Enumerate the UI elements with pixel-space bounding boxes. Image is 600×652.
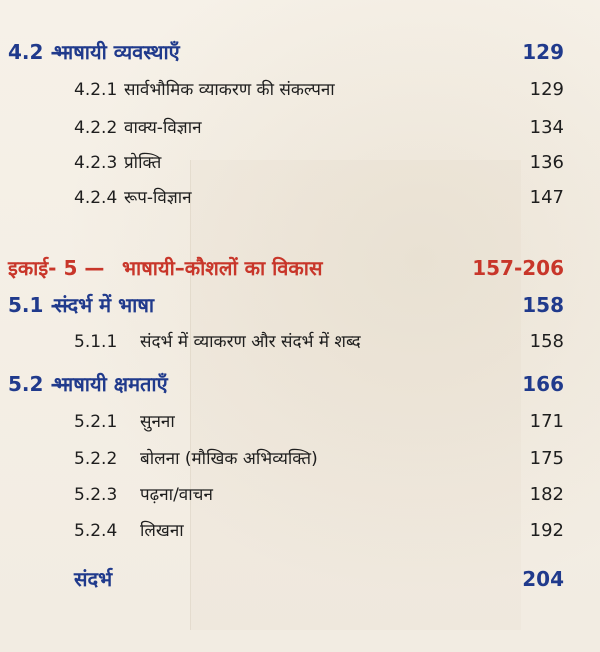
section-title: भाषायी क्षमताएँ: [54, 372, 168, 396]
references-title: संदर्भ: [74, 567, 113, 591]
subsection-number: 5.2.1: [74, 412, 118, 432]
subsection-number: 5.2.3: [74, 485, 118, 505]
toc-entry-4-2-4: [0, 180, 600, 216]
subsection-title: रूप-विज्ञान: [124, 188, 192, 208]
subsection-title: सार्वभौमिक व्याकरण की संकल्पना: [124, 80, 335, 100]
subsection-title: बोलना (मौखिक अभिव्यक्ति): [140, 449, 318, 469]
page-number: 182: [529, 484, 564, 505]
page-number: 136: [529, 152, 564, 173]
section-title: भाषायी व्यवस्थाएँ: [54, 40, 180, 64]
toc-entry-4-2-2: [0, 110, 600, 146]
unit-number: इकाई- 5 —: [8, 256, 105, 280]
page-number: 171: [529, 411, 564, 432]
page-number: 158: [529, 331, 564, 352]
section-number: 4.2 —: [8, 40, 71, 64]
page-number: 129: [529, 79, 564, 100]
section-number: 5.2 —: [8, 372, 71, 396]
subsection-title: संदर्भ में व्याकरण और संदर्भ में शब्द: [140, 332, 361, 352]
subsection-number: 5.2.4: [74, 521, 118, 541]
subsection-number: 5.2.2: [74, 449, 118, 469]
subsection-title: सुनना: [140, 412, 175, 432]
toc-entry-5-2-3: [0, 477, 600, 513]
subsection-title: लिखना: [140, 521, 184, 541]
subsection-number: 4.2.3: [74, 153, 118, 173]
subsection-number: 5.1.1: [74, 332, 118, 352]
toc-entry-references: [0, 561, 600, 597]
subsection-title: प्रोक्ति: [124, 153, 162, 173]
toc-entry-4-2: [0, 34, 600, 70]
toc-entry-5-2-1: [0, 404, 600, 440]
page-range: 157-206: [472, 256, 564, 280]
toc-entry-4-2-3: [0, 145, 600, 181]
page-number: 147: [529, 187, 564, 208]
section-number: 5.1 —: [8, 293, 71, 317]
page-number: 166: [522, 372, 564, 396]
toc-entry-5-2: [0, 366, 600, 402]
toc-entry-5-2-4: [0, 513, 600, 549]
toc-entry-4-2-1: [0, 72, 600, 108]
page-number: 192: [529, 520, 564, 541]
page-number: 158: [522, 293, 564, 317]
toc-entry-5-2-2: [0, 441, 600, 477]
page-number: 134: [529, 117, 564, 138]
page-number: 204: [522, 567, 564, 591]
section-title: संदर्भ में भाषा: [54, 293, 155, 317]
toc-entry-5-1: [0, 287, 600, 323]
subsection-number: 4.2.2: [74, 118, 118, 138]
toc-entry-unit-5: [0, 250, 600, 286]
page-number: 175: [529, 448, 564, 469]
subsection-title: वाक्य-विज्ञान: [124, 118, 202, 138]
subsection-title: पढ़ना/वाचन: [140, 485, 213, 505]
page-number: 129: [522, 40, 564, 64]
unit-title: भाषायी–कौशलों का विकास: [122, 256, 323, 280]
subsection-number: 4.2.4: [74, 188, 118, 208]
subsection-number: 4.2.1: [74, 80, 118, 100]
toc-entry-5-1-1: [0, 324, 600, 360]
